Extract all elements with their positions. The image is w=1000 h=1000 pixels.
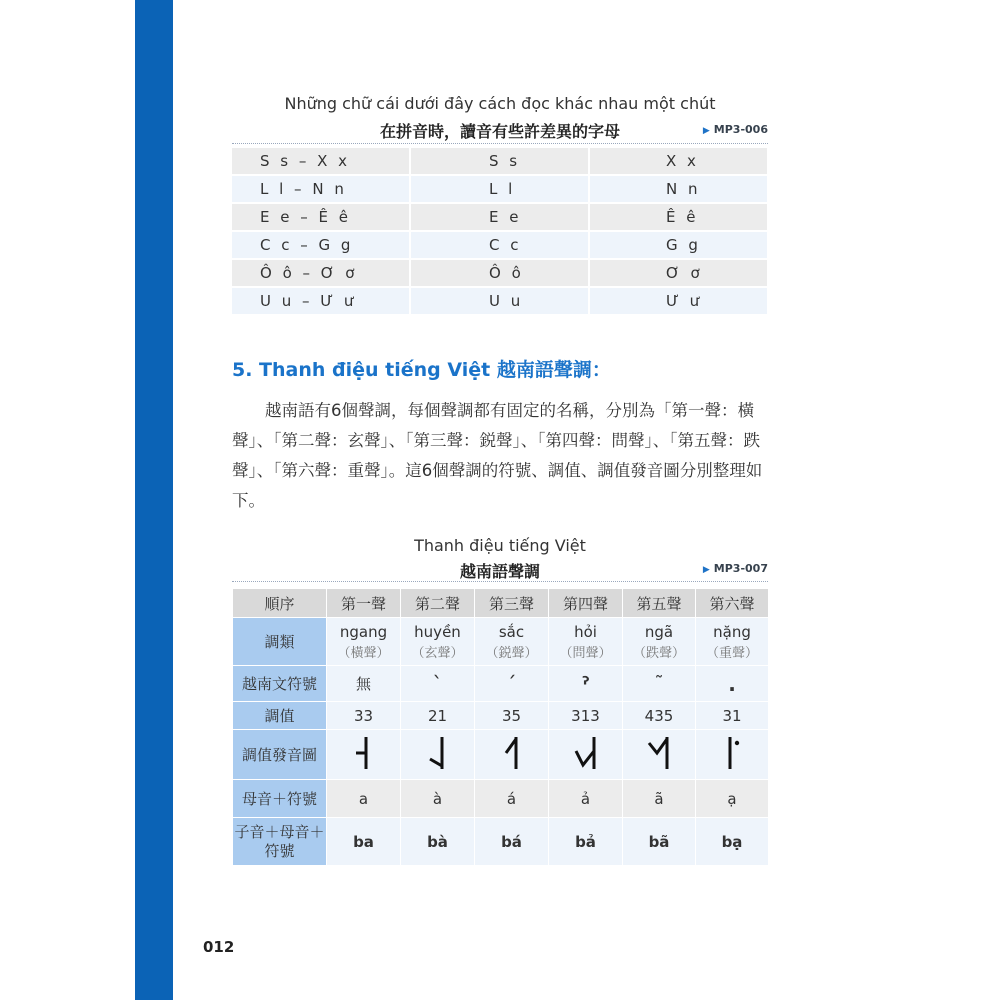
caption2-chinese: 越南語聲調 — [459, 562, 540, 581]
vowel-row — [233, 780, 769, 818]
mp3-track-number: MP3-007 — [713, 562, 768, 575]
tone-contour-33-icon — [344, 733, 384, 773]
tone-table-header-row — [233, 589, 769, 618]
table-row — [232, 203, 768, 231]
tone-name: ngã — [644, 622, 674, 641]
tone-name-cell — [623, 618, 696, 666]
play-triangle-icon: ▶ — [702, 565, 710, 575]
letter-pair: S s – X x — [232, 148, 410, 175]
tone-type-row — [233, 618, 769, 666]
syllable-with-tone: ba — [327, 818, 401, 866]
caption1-vietnamese: Những chữ cái dưới đây cách đọc khác nhau một chút — [284, 94, 716, 113]
letter: E e — [410, 203, 589, 231]
tone-value: 313 — [549, 702, 623, 730]
tone-symbol: ˋ — [401, 666, 475, 702]
mp3-track-label-2[interactable] — [703, 562, 768, 575]
header-tone-4: 第四聲 — [549, 589, 623, 618]
page-number: 012 — [203, 938, 235, 956]
row-label-syllable: 子音＋母音＋符號 — [233, 818, 327, 866]
syllable-with-tone: bà — [401, 818, 475, 866]
tone-name-zh: （鋭聲） — [485, 645, 538, 661]
letter-pair: L l – N n — [232, 175, 410, 203]
tone-chart-row — [233, 730, 769, 780]
tone-contour-cell — [327, 730, 401, 780]
tone-name-cell — [549, 618, 623, 666]
tone-name: sắc — [498, 622, 525, 641]
tone-name: nặng — [713, 622, 751, 641]
dotted-divider — [232, 581, 768, 582]
tone-name-zh: （跌聲） — [632, 645, 685, 661]
tone-value: 31 — [696, 702, 769, 730]
tone-contour-cell — [549, 730, 623, 780]
tone-name: huyền — [414, 622, 461, 641]
tone-contour-21-icon — [418, 733, 458, 773]
row-label-value: 調值 — [233, 702, 327, 730]
header-order: 順序 — [233, 589, 327, 618]
header-tone-5: 第五聲 — [623, 589, 696, 618]
header-tone-1: 第一聲 — [327, 589, 401, 618]
caption2-vietnamese: Thanh điệu tiếng Việt — [414, 536, 586, 555]
letter: Ô ô — [410, 259, 589, 287]
letter-pair: E e – Ê ê — [232, 203, 410, 231]
letter-pair: C c – G g — [232, 231, 410, 259]
tone-symbol-row — [233, 666, 769, 702]
letter: Ê ê — [589, 203, 768, 231]
header-tone-3: 第三聲 — [475, 589, 549, 618]
syllable-with-tone: bã — [623, 818, 696, 866]
tone-value: 435 — [623, 702, 696, 730]
letter-pair: U u – Ư ư — [232, 287, 410, 315]
table-row — [232, 231, 768, 259]
header-tone-2: 第二聲 — [401, 589, 475, 618]
tone-value-row — [233, 702, 769, 730]
tone-symbol: ˀ — [549, 666, 623, 702]
tone-name-cell — [475, 618, 549, 666]
table-row — [232, 259, 768, 287]
tone-contour-435-icon — [639, 733, 679, 773]
row-label-vowel: 母音＋符號 — [233, 780, 327, 818]
vowel-with-tone: á — [475, 780, 549, 818]
tone-name-zh: （問聲） — [559, 645, 612, 661]
letter: L l — [410, 175, 589, 203]
letter: X x — [589, 148, 768, 175]
vowel-with-tone: à — [401, 780, 475, 818]
tone-table — [232, 588, 769, 866]
letter: N n — [589, 175, 768, 203]
tone-name-zh: （玄聲） — [411, 645, 464, 661]
tone-symbol: ˜ — [623, 666, 696, 702]
body-paragraph: 越南語有6個聲調，每個聲調都有固定的名稱，分別為「第一聲：橫聲」、「第二聲：玄聲」、「第三聲：鋭聲」、「第四聲：問聲」、「第五聲：跌聲」、「第六聲：重聲」。這6個聲調的符號、調值、調值發音圖分別整理如下。 — [232, 401, 763, 510]
tone-value: 33 — [327, 702, 401, 730]
tone-name-cell — [327, 618, 401, 666]
tone-name-cell — [696, 618, 769, 666]
vowel-with-tone: a — [327, 780, 401, 818]
play-triangle-icon: ▶ — [702, 126, 710, 136]
tone-name: ngang — [339, 622, 388, 641]
letter: G g — [589, 231, 768, 259]
tone-contour-35-icon — [492, 733, 532, 773]
header-tone-6: 第六聲 — [696, 589, 769, 618]
mp3-track-label-1[interactable] — [703, 123, 768, 136]
dotted-divider — [232, 143, 768, 144]
letter: Ư ư — [589, 287, 768, 315]
letter: S s — [410, 148, 589, 175]
section-title: 5. Thanh điệu tiếng Việt 越南語聲調： — [232, 359, 611, 381]
letter: Ơ ơ — [589, 259, 768, 287]
tone-symbol: ˊ — [475, 666, 549, 702]
caption1-chinese: 在拼音時，讀音有些許差異的字母 — [379, 122, 620, 141]
vowel-with-tone: ã — [623, 780, 696, 818]
tone-symbol: 無 — [327, 666, 401, 702]
tone-contour-31-icon — [712, 733, 752, 773]
tone-contour-cell — [696, 730, 769, 780]
syllable-with-tone: bạ — [696, 818, 769, 866]
tone-value: 21 — [401, 702, 475, 730]
row-label-symbol: 越南文符號 — [233, 666, 327, 702]
row-label-type: 調類 — [233, 618, 327, 666]
table-row — [232, 287, 768, 315]
tone-contour-cell — [401, 730, 475, 780]
tone-contour-313-icon — [566, 733, 606, 773]
tone-name-zh: （橫聲） — [337, 645, 390, 661]
blue-spine-bar — [135, 0, 173, 1000]
vowel-with-tone: ả — [549, 780, 623, 818]
letter: C c — [410, 231, 589, 259]
tone-contour-cell — [475, 730, 549, 780]
tone-contour-cell — [623, 730, 696, 780]
letters-table — [232, 148, 769, 316]
table-row — [232, 175, 768, 203]
row-label-chart: 調值發音圖 — [233, 730, 327, 780]
tone-name-cell — [401, 618, 475, 666]
tone-value: 35 — [475, 702, 549, 730]
letter-pair: Ô ô – Ơ ơ — [232, 259, 410, 287]
syllable-with-tone: bá — [475, 818, 549, 866]
table-row — [232, 148, 768, 175]
mp3-track-number: MP3-006 — [713, 123, 768, 136]
syllable-row — [233, 818, 769, 866]
letter: U u — [410, 287, 589, 315]
tone-symbol: . — [696, 666, 769, 702]
syllable-with-tone: bả — [549, 818, 623, 866]
tone-name-zh: （重聲） — [705, 645, 758, 661]
vowel-with-tone: ạ — [696, 780, 769, 818]
tone-name: hỏi — [574, 622, 597, 641]
